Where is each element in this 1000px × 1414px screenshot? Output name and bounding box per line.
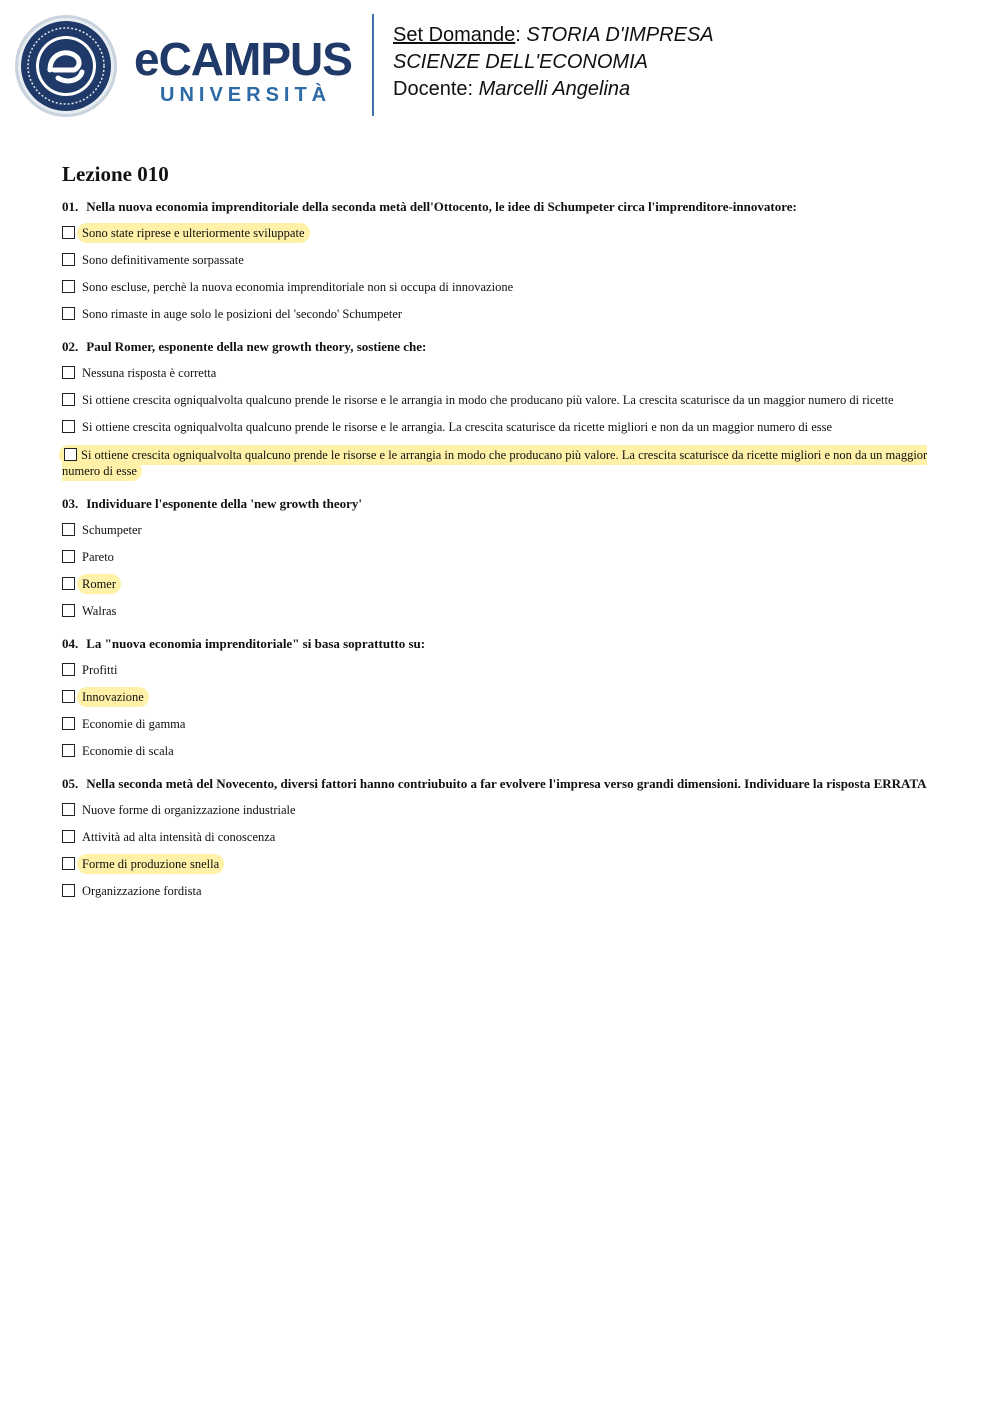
option-label: Economie di scala [82,744,174,758]
checkbox-icon[interactable] [62,690,75,703]
course-name: SCIENZE DELL'ECONOMIA [393,51,648,73]
checkbox-icon[interactable] [62,803,75,816]
answer-option[interactable] [62,829,942,845]
set-label: Set Domande [393,24,516,46]
checkbox-icon[interactable] [62,857,75,870]
answer-option-highlighted[interactable] [62,689,942,705]
checkbox-icon[interactable] [62,550,75,563]
answer-option[interactable] [62,522,942,538]
checkbox-icon[interactable] [62,884,75,897]
answer-option[interactable] [62,252,942,268]
university-seal-icon [14,14,118,118]
option-label-text: Si ottiene crescita ogniqualvolta qualcuno prende le risorse e le arrangia in modo che producano più valore. La crescita scaturisce da ricette migliori e non da un maggior numero di esse [62,448,928,478]
option-label: Profitti [82,663,118,677]
question-number: 03. [62,496,79,511]
question-label: Paul Romer, esponente della new growth theory, sostiene che: [86,339,427,354]
brand-name: eCAMPUS [134,33,352,85]
question-number: 01. [62,199,79,214]
option-label: Schumpeter [82,523,142,537]
question-list [62,198,942,899]
set-value: STORIA D'IMPRESA [526,24,714,46]
ecampus-logo [14,14,374,118]
checkbox-icon[interactable] [62,366,75,379]
answer-option[interactable] [62,392,942,408]
question-block [62,775,942,899]
option-label: Sono rimaste in auge solo le posizioni del 'secondo' Schumpeter [82,307,403,321]
question-text [62,495,942,513]
checkbox-icon[interactable] [62,604,75,617]
answer-option[interactable] [62,716,942,732]
answer-option-highlighted[interactable] [62,576,942,592]
checkbox-icon[interactable] [62,226,75,239]
answer-option[interactable] [62,603,942,619]
answer-option[interactable] [62,419,942,435]
checkbox-icon[interactable] [62,393,75,406]
checkbox-icon[interactable] [62,253,75,266]
option-label: Nuove forme di organizzazione industriale [82,803,296,817]
option-label: Forme di produzione snella [82,857,220,871]
brand-subtitle: UNIVERSITÀ [160,84,332,106]
question-label: Nella seconda metà del Novecento, diversi fattori hanno contriubuito a far evolvere l'impresa verso grandi dimensioni. Individuare la risposta ERRATA [86,776,927,791]
answer-option[interactable] [62,802,942,818]
option-label: Innovazione [82,690,144,704]
question-block [62,198,942,322]
option-label: Sono state riprese e ulteriormente sviluppate [82,226,305,240]
option-label: Si ottiene crescita ogniqualvolta qualcuno prende le risorse e le arrangia. La crescita scaturisce da ricette migliori e non da un maggior numero di esse [82,420,833,434]
answer-option[interactable] [62,549,942,565]
answer-option[interactable] [62,279,942,295]
checkbox-icon[interactable] [62,717,75,730]
option-label: Economie di gamma [82,717,186,731]
option-label: Si ottiene crescita ogniqualvolta qualcuno prende le risorse e le arrangia in modo che producano più valore. La crescita scaturisce da un maggior numero di ricette [82,393,894,407]
option-label: Nessuna risposta è corretta [82,366,217,380]
answer-option-highlighted[interactable] [62,225,942,241]
checkbox-icon[interactable] [62,420,75,433]
option-label: Sono escluse, perchè la nuova economia imprenditoriale non si occupa di innovazione [82,280,514,294]
option-label: Organizzazione fordista [82,884,202,898]
question-text [62,635,942,653]
option-label: Pareto [82,550,114,564]
question-block [62,338,942,479]
answer-option[interactable] [62,743,942,759]
answer-option[interactable] [62,662,942,678]
question-number: 04. [62,636,79,651]
checkbox-icon[interactable] [62,663,75,676]
quiz-content [62,160,942,915]
course-info: Set Domande: STORIA D'IMPRESA SCIENZE DELL'ECONOMIA Docente: Marcelli Angelina [393,24,714,100]
option-label: Walras [82,604,117,618]
question-label: Nella nuova economia imprenditoriale della seconda metà dell'Ottocento, le idee di Schumpeter circa l'imprenditore-innovatore: [86,199,797,214]
question-block [62,495,942,619]
question-number: 05. [62,776,79,791]
checkbox-icon[interactable] [62,830,75,843]
option-label: Sono definitivamente sorpassate [82,253,244,267]
question-label: Individuare l'esponente della 'new growth theory' [86,496,363,511]
document-header [0,0,1000,130]
docente-label: Docente: [393,78,474,100]
header-divider [372,14,374,116]
docente-value: Marcelli Angelina [478,78,631,100]
question-text [62,775,942,793]
question-text [62,198,942,216]
checkbox-icon[interactable] [62,307,75,320]
checkbox-icon[interactable] [62,523,75,536]
checkbox-icon[interactable] [64,448,77,461]
answer-option[interactable] [62,365,942,381]
question-text [62,338,942,356]
checkbox-icon[interactable] [62,744,75,757]
answer-option[interactable] [62,883,942,899]
lesson-title: Lezione 010 [62,162,169,186]
answer-option-highlighted[interactable] [62,446,942,479]
option-label: Romer [82,577,117,591]
answer-option-highlighted[interactable] [62,856,942,872]
question-label: La "nuova economia imprenditoriale" si basa soprattutto su: [86,636,426,651]
checkbox-icon[interactable] [62,280,75,293]
answer-option[interactable] [62,306,942,322]
question-block [62,635,942,759]
option-label [62,448,927,478]
question-number: 02. [62,339,79,354]
option-label: Attività ad alta intensità di conoscenza [82,830,276,844]
checkbox-icon[interactable] [62,577,75,590]
